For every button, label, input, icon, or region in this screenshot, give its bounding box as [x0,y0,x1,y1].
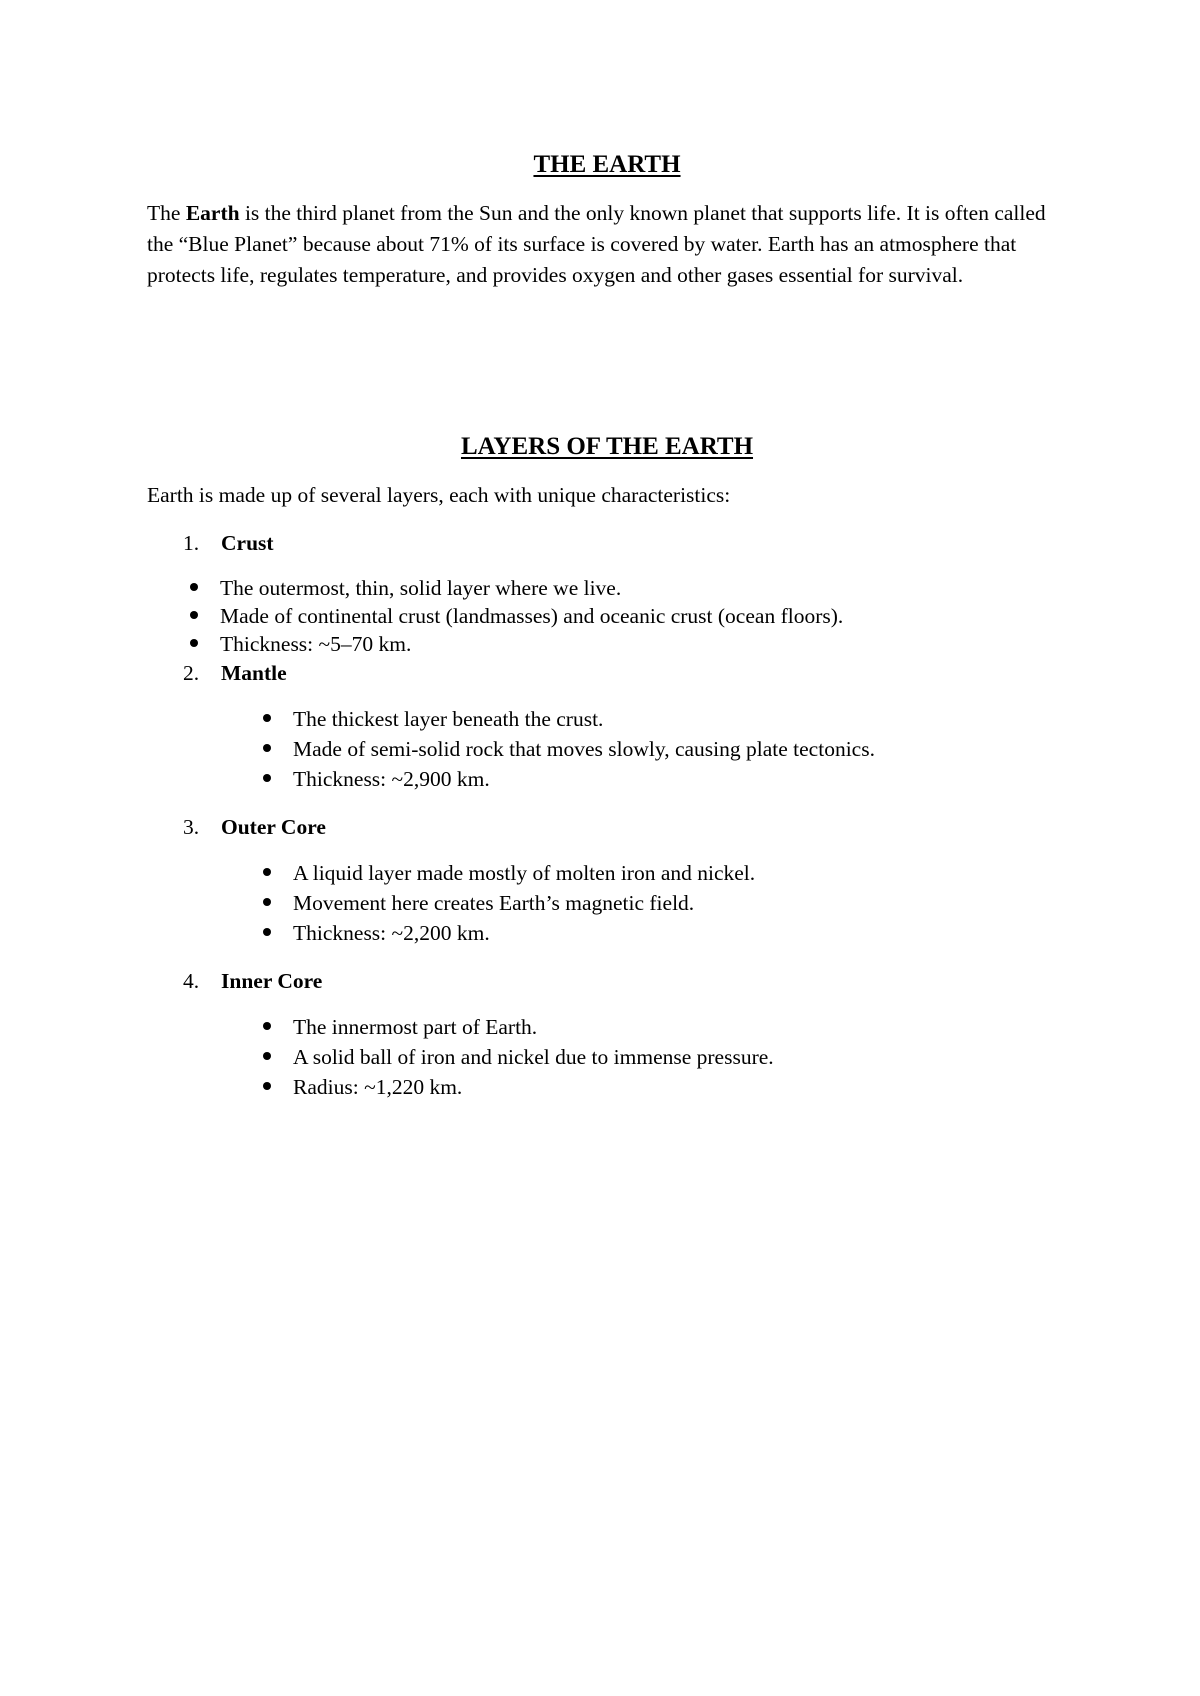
list-item [293,1072,774,1102]
list-number: 3. [183,815,200,839]
layer-name: Crust [221,531,274,555]
list-number: 1. [183,531,200,555]
bullet-icon [263,1022,271,1030]
bullet-icon [263,898,271,906]
mantle-bullet-list [293,704,875,794]
bullet-text: The thickest layer beneath the crust. [293,707,604,731]
list-item [293,1042,774,1072]
list-item [220,630,843,658]
list-item [293,858,755,888]
crust-bullet-list [220,574,843,658]
bullet-icon [190,639,198,647]
bullet-text: Made of semi-solid rock that moves slowly, causing plate tectonics. [293,737,875,761]
bullet-icon [190,611,198,619]
layers-intro-text: Earth is made up of several layers, each with unique characteristics: [147,483,731,507]
bullet-icon [263,774,271,782]
layer-name: Outer Core [221,815,326,839]
list-number: 4. [183,969,200,993]
list-item-mantle [183,658,287,688]
bullet-text: Movement here creates Earth’s magnetic field. [293,891,695,915]
section-title-layers: LAYERS OF THE EARTH [460,433,754,460]
list-item [293,918,755,948]
bullet-text: A liquid layer made mostly of molten iron and nickel. [293,861,756,885]
bullet-icon [263,714,271,722]
layer-name: Inner Core [221,969,323,993]
page-title: THE EARTH [533,151,681,178]
bullet-icon [263,1082,271,1090]
list-item-crust [183,528,274,558]
intro-bold-term: Earth [185,201,240,225]
list-item [293,888,755,918]
list-item [293,704,875,734]
bullet-icon [263,868,271,876]
bullet-text: Made of continental crust (landmasses) and oceanic crust (ocean floors). [220,604,844,628]
document-page [147,0,1067,1696]
bullet-text: Radius: ~1,220 km. [293,1075,463,1099]
layer-name: Mantle [221,661,287,685]
list-item [220,602,843,630]
list-item-inner-core [183,966,322,996]
list-number: 2. [183,661,200,685]
bullet-icon [263,1052,271,1060]
bullet-icon [263,928,271,936]
list-item-outer-core [183,812,326,842]
inner-core-bullet-list [293,1012,774,1102]
bullet-text: A solid ball of iron and nickel due to immense pressure. [293,1045,774,1069]
list-item [293,764,875,794]
intro-text-start: The [147,201,186,225]
list-item [293,734,875,764]
bullet-text: Thickness: ~5–70 km. [220,632,412,656]
list-item [220,574,843,602]
intro-text-rest: is the third planet from the Sun and the only known planet that supports life. It is often called the “Blue Planet” because about 71% of its surface is covered by water. Earth has an atmosphere that protects life, regulates temperature, and provides oxygen and other gases essential for survival. [147,201,1046,287]
bullet-icon [263,744,271,752]
bullet-icon [190,583,198,591]
bullet-text: The outermost, thin, solid layer where we live. [220,576,622,600]
intro-paragraph [147,198,1067,291]
bullet-text: The innermost part of Earth. [293,1015,538,1039]
bullet-text: Thickness: ~2,200 km. [293,921,490,945]
outer-core-bullet-list [293,858,755,948]
list-item [293,1012,774,1042]
bullet-text: Thickness: ~2,900 km. [293,767,490,791]
